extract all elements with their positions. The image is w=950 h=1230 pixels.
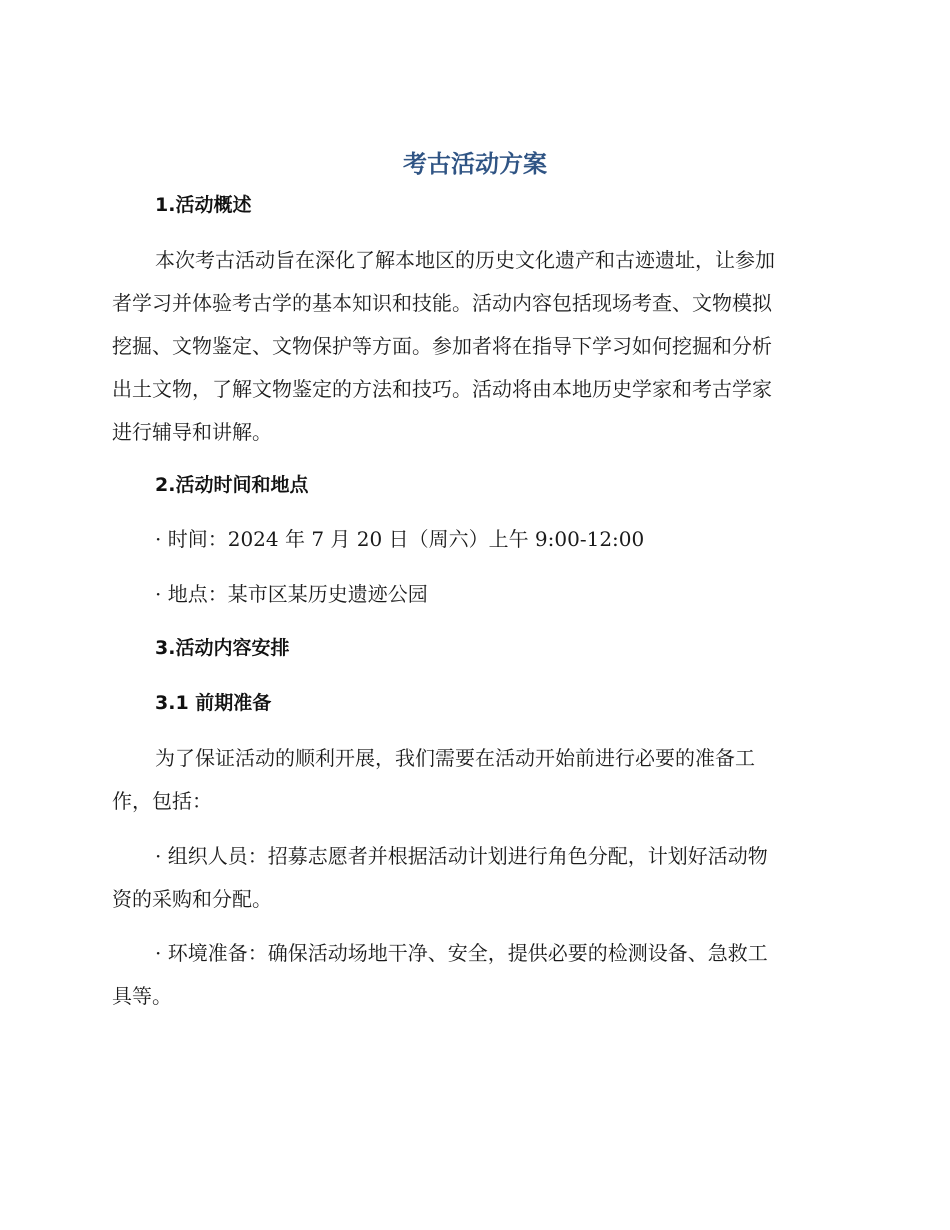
environment-line-1: · 环境准备：确保活动场地干净、安全，提供必要的检测设备、急救工 bbox=[155, 941, 768, 965]
subsection-heading-preparation: 3.1 前期准备 bbox=[155, 692, 272, 714]
preparation-line-2: 作，包括： bbox=[112, 789, 212, 813]
staffing-line-1: · 组织人员：招募志愿者并根据活动计划进行角色分配，计划好活动物 bbox=[155, 844, 768, 868]
overview-line-1: 本次考古活动旨在深化了解本地区的历史文化遗产和古迹遗址，让参加 bbox=[155, 248, 775, 272]
staffing-line-2: 资的采购和分配。 bbox=[112, 887, 272, 911]
place-bullet: · 地点：某市区某历史遗迹公园 bbox=[155, 582, 428, 606]
preparation-paragraph bbox=[112, 737, 832, 823]
staffing-bullet bbox=[112, 835, 832, 921]
environment-line-2: 具等。 bbox=[112, 984, 172, 1008]
time-bullet: · 时间：2024 年 7 月 20 日（周六）上午 9:00-12:00 bbox=[155, 527, 645, 551]
overview-line-4: 出土文物，了解文物鉴定的方法和技巧。活动将由本地历史学家和考古学家 bbox=[112, 377, 772, 401]
overview-paragraph bbox=[112, 239, 832, 454]
document-title: 考古活动方案 bbox=[403, 150, 547, 178]
overview-line-2: 者学习并体验考古学的基本知识和技能。活动内容包括现场考查、文物模拟 bbox=[112, 291, 772, 315]
section-heading-content: 3.活动内容安排 bbox=[155, 637, 290, 659]
preparation-line-1: 为了保证活动的顺利开展，我们需要在活动开始前进行必要的准备工 bbox=[155, 746, 755, 770]
section-heading-time-place: 2.活动时间和地点 bbox=[155, 474, 309, 496]
overview-line-3: 挖掘、文物鉴定、文物保护等方面。参加者将在指导下学习如何挖掘和分析 bbox=[112, 334, 772, 358]
overview-line-5: 进行辅导和讲解。 bbox=[112, 420, 272, 444]
environment-bullet bbox=[112, 932, 832, 1018]
section-heading-overview: 1.活动概述 bbox=[155, 194, 252, 216]
